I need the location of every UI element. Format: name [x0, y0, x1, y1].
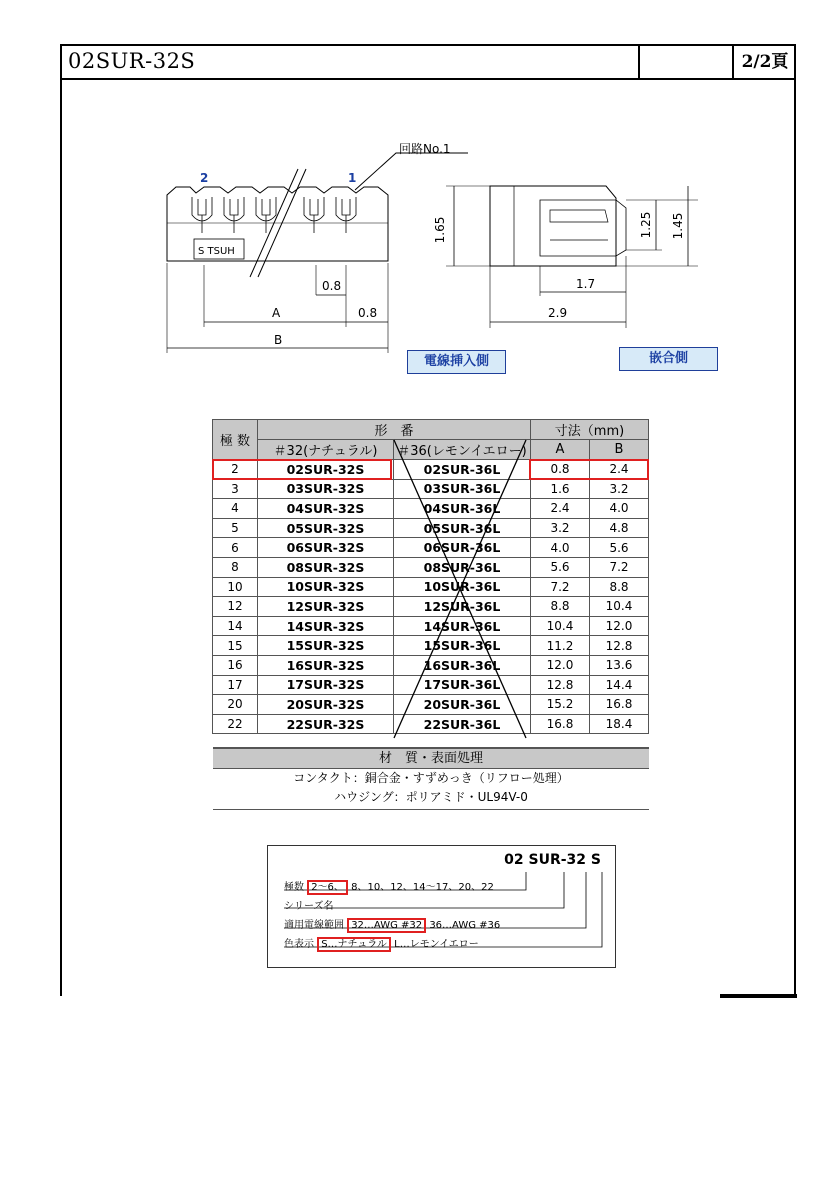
code-line-poles-options: 8、10、12、14〜17、20、22 [351, 882, 494, 893]
highlight-row-2-dims [529, 459, 649, 480]
cell-p32: 08SUR-32S [258, 557, 394, 577]
code-line-color-option: L…レモンイエロー [394, 939, 479, 950]
cell-poles: 3 [213, 479, 258, 499]
cell-p32: 04SUR-32S [258, 499, 394, 519]
material-bottom-rule [213, 807, 649, 810]
col-poles: 極 数 [213, 420, 258, 460]
cell-p32: 06SUR-32S [258, 538, 394, 558]
frame-corner-bar [720, 994, 797, 998]
cell-poles: 10 [213, 577, 258, 597]
code-awg: -32 [560, 852, 587, 868]
side-view-drawing [430, 180, 700, 330]
col-b: B [590, 440, 649, 460]
cell-p36: 10SUR-36L [394, 577, 531, 597]
cell-p32: 17SUR-32S [258, 675, 394, 695]
cell-poles: 20 [213, 695, 258, 715]
table-row [213, 655, 649, 675]
table-row [213, 616, 649, 636]
cell-a: 4.0 [531, 538, 590, 558]
cell-p36: 06SUR-36L [394, 538, 531, 558]
code-line-awg-option: 36…AWG #36 [429, 920, 501, 931]
code-series: SUR [528, 852, 561, 868]
code-line-awg [284, 916, 500, 931]
cell-p36: 22SUR-36L [394, 714, 531, 734]
table-row [213, 597, 649, 617]
cell-p32: 10SUR-32S [258, 577, 394, 597]
cell-a: 7.2 [531, 577, 590, 597]
material-housing: ハウジング：ポリアミド・UL94V-0 [334, 790, 528, 804]
table-row [213, 636, 649, 656]
material-title: 材 質・表面処理 [213, 747, 649, 769]
cell-p36: 05SUR-36L [394, 518, 531, 538]
table-row [213, 518, 649, 538]
cell-poles: 15 [213, 636, 258, 656]
pin-1-label: 1 [348, 171, 357, 185]
cell-a: 10.4 [531, 616, 590, 636]
table-row [213, 538, 649, 558]
cell-p36: 12SUR-36L [394, 597, 531, 617]
cell-p36: 15SUR-36L [394, 636, 531, 656]
table-row [213, 557, 649, 577]
cell-b: 14.4 [590, 675, 649, 695]
title-block-blank-cell [638, 46, 732, 78]
col-32: ＃32(ナチュラル) [258, 440, 394, 460]
dim-b-label: B [274, 333, 283, 347]
cell-b: 3.2 [590, 479, 649, 499]
cell-p36: 04SUR-36L [394, 499, 531, 519]
col-model: 形 番 [258, 420, 531, 440]
cell-b: 12.8 [590, 636, 649, 656]
material-contact: コンタクト：銅合金・すずめっき（リフロー処理） [293, 771, 569, 785]
table-row [213, 714, 649, 734]
document-title: 02SUR-32S [68, 49, 196, 73]
code-line-color-highlight: S…ナチュラル [317, 937, 391, 952]
cell-p36: 02SUR-36L [394, 460, 531, 480]
cell-poles: 6 [213, 538, 258, 558]
cell-b: 4.0 [590, 499, 649, 519]
cell-a: 0.8 [531, 460, 590, 480]
cell-p36: 17SUR-36L [394, 675, 531, 695]
part-code-box [267, 845, 616, 968]
cell-poles: 2 [213, 460, 258, 480]
mating-side-tag: 嵌合側 [619, 347, 718, 371]
cell-poles: 17 [213, 675, 258, 695]
dim-edge: 0.8 [358, 306, 378, 320]
col-a: A [531, 440, 590, 460]
pin-2-label: 2 [200, 171, 209, 185]
cell-a: 15.2 [531, 695, 590, 715]
code-line-poles-highlight: 2〜6、 [307, 880, 348, 895]
wire-insertion-side-tag: 電線挿入側 [407, 350, 506, 374]
cell-p36: 08SUR-36L [394, 557, 531, 577]
code-line-color-label: 色表示 [284, 939, 314, 950]
title-block [62, 46, 796, 80]
cell-b: 18.4 [590, 714, 649, 734]
highlight-row-2-model [212, 459, 392, 480]
cell-a: 5.6 [531, 557, 590, 577]
code-line-awg-label: 適用電線範囲 [284, 920, 344, 931]
cell-p32: 05SUR-32S [258, 518, 394, 538]
cell-b: 13.6 [590, 655, 649, 675]
circuit-no-label: 回路No.1 [399, 142, 451, 156]
cell-poles: 16 [213, 655, 258, 675]
housing-marking: S TSUH [198, 246, 235, 257]
col-dims: 寸法（mm) [531, 420, 649, 440]
col-36: ＃36(レモンイエロー) [394, 440, 531, 460]
cell-poles: 12 [213, 597, 258, 617]
cell-a: 8.8 [531, 597, 590, 617]
cell-poles: 14 [213, 616, 258, 636]
table-row [213, 479, 649, 499]
cell-a: 11.2 [531, 636, 590, 656]
page-number: 2/2頁 [732, 46, 796, 78]
cell-p32: 12SUR-32S [258, 597, 394, 617]
dim-a-label: A [272, 306, 281, 320]
cell-p36: 16SUR-36L [394, 655, 531, 675]
dim-inner-height: 1.25 [639, 211, 653, 239]
cell-a: 3.2 [531, 518, 590, 538]
cell-b: 7.2 [590, 557, 649, 577]
cell-b: 5.6 [590, 538, 649, 558]
cell-b: 2.4 [590, 460, 649, 480]
cell-b: 4.8 [590, 518, 649, 538]
cell-poles: 22 [213, 714, 258, 734]
cell-p32: 15SUR-32S [258, 636, 394, 656]
code-line-awg-highlight: 32…AWG #32 [347, 918, 426, 933]
cell-poles: 8 [213, 557, 258, 577]
table-row [213, 577, 649, 597]
cell-b: 12.0 [590, 616, 649, 636]
code-line-poles [284, 878, 494, 893]
code-line-poles-label: 極数 [284, 882, 304, 893]
cell-p32: 02SUR-32S [258, 460, 394, 480]
code-line-color [284, 935, 479, 950]
code-line-series: シリーズ名 [284, 901, 334, 912]
cell-p36: 20SUR-36L [394, 695, 531, 715]
cell-p32: 22SUR-32S [258, 714, 394, 734]
cell-b: 8.8 [590, 577, 649, 597]
cell-a: 1.6 [531, 479, 590, 499]
dim-outer-height: 1.45 [671, 212, 685, 240]
code-color: S [590, 852, 601, 868]
material-section [213, 747, 649, 810]
cell-poles: 5 [213, 518, 258, 538]
cell-p36: 14SUR-36L [394, 616, 531, 636]
cell-b: 10.4 [590, 597, 649, 617]
cell-a: 16.8 [531, 714, 590, 734]
cell-a: 12.8 [531, 675, 590, 695]
table-row [213, 675, 649, 695]
table-row [213, 499, 649, 519]
cell-poles: 4 [213, 499, 258, 519]
dim-pitch: 0.8 [322, 279, 342, 293]
cell-b: 16.8 [590, 695, 649, 715]
cell-a: 12.0 [531, 655, 590, 675]
cell-p32: 20SUR-32S [258, 695, 394, 715]
table-row [213, 695, 649, 715]
dim-length-1: 1.7 [576, 277, 596, 291]
code-poles: 02 [504, 852, 524, 868]
cell-p36: 03SUR-36L [394, 479, 531, 499]
cell-p32: 16SUR-32S [258, 655, 394, 675]
cell-p32: 03SUR-32S [258, 479, 394, 499]
dim-length-2: 2.9 [548, 306, 568, 320]
dim-height: 1.65 [433, 216, 447, 244]
cell-p32: 14SUR-32S [258, 616, 394, 636]
cell-a: 2.4 [531, 499, 590, 519]
